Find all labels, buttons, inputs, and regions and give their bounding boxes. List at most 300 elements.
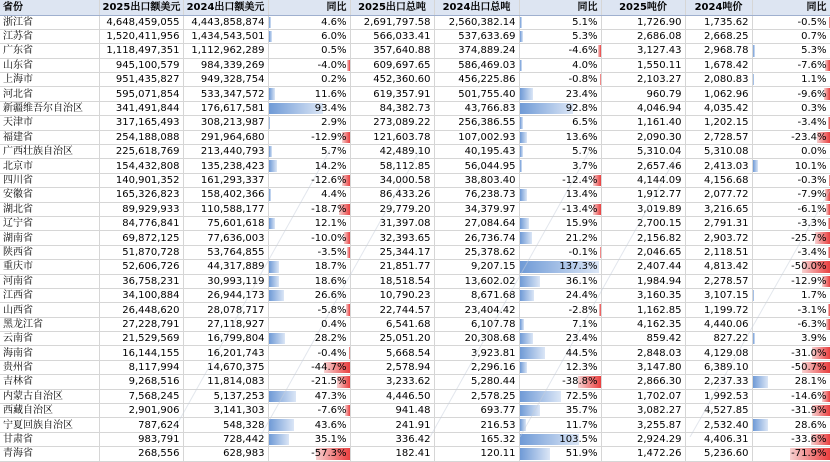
export-value-2024-cell: 161,293,337 bbox=[183, 173, 268, 187]
province-cell: 辽宁省 bbox=[0, 216, 99, 230]
value-yoy-cell bbox=[268, 202, 350, 216]
tons-yoy-cell bbox=[519, 303, 601, 317]
tons-yoy-cell bbox=[519, 231, 601, 245]
price-2024-cell: 1,735.62 bbox=[685, 15, 752, 29]
export-value-2024-cell: 158,402,366 bbox=[183, 188, 268, 202]
export-value-2025-cell: 254,188,088 bbox=[99, 130, 183, 144]
value-yoy-cell bbox=[268, 87, 350, 101]
province-cell: 陕西省 bbox=[0, 245, 99, 259]
price-2025-cell: 3,127.43 bbox=[601, 44, 685, 58]
export-value-2025-cell: 51,870,728 bbox=[99, 245, 183, 259]
yoy-text: 35.7% bbox=[566, 405, 601, 416]
value-yoy-cell bbox=[268, 389, 350, 403]
positive-bar bbox=[520, 160, 522, 171]
export-value-2024-cell: 308,213,987 bbox=[183, 116, 268, 130]
tons-yoy-cell bbox=[519, 332, 601, 346]
export-value-2024-cell: 533,347,572 bbox=[183, 87, 268, 101]
positive-bar bbox=[269, 189, 272, 200]
export-value-2025-cell: 89,929,933 bbox=[99, 202, 183, 216]
yoy-text: 92.8% bbox=[566, 103, 601, 114]
province-cell: 黑龙江省 bbox=[0, 317, 99, 331]
yoy-text: -10.0% bbox=[311, 233, 349, 244]
price-yoy-cell bbox=[752, 15, 830, 29]
yoy-text: 4.4% bbox=[321, 189, 349, 200]
price-yoy-cell bbox=[752, 216, 830, 230]
price-yoy-cell bbox=[752, 231, 830, 245]
yoy-text: -7.6% bbox=[317, 405, 349, 416]
province-cell: 山西省 bbox=[0, 303, 99, 317]
yoy-text: 4.6% bbox=[321, 17, 349, 28]
export-value-2024-cell: 44,317,889 bbox=[183, 260, 268, 274]
export-value-2024-cell: 28,078,717 bbox=[183, 303, 268, 317]
province-cell: 内蒙古自治区 bbox=[0, 389, 99, 403]
yoy-text: 47.3% bbox=[315, 391, 350, 402]
price-2024-cell: 4,129.08 bbox=[685, 346, 752, 360]
table-row bbox=[0, 375, 830, 389]
yoy-text: -3.4% bbox=[797, 247, 829, 258]
price-2025-cell: 3,147.80 bbox=[601, 360, 685, 374]
export-value-2025-cell: 16,144,155 bbox=[99, 346, 183, 360]
export-tons-2025-cell: 3,233.62 bbox=[350, 375, 434, 389]
export-tons-2024-cell: 25,378.62 bbox=[434, 245, 519, 259]
price-2025-cell: 1,702.07 bbox=[601, 389, 685, 403]
yoy-text: 28.2% bbox=[315, 333, 350, 344]
province-cell: 吉林省 bbox=[0, 375, 99, 389]
export-tons-2024-cell: 6,107.78 bbox=[434, 317, 519, 331]
yoy-text: 21.2% bbox=[566, 233, 601, 244]
yoy-text: 7.1% bbox=[572, 319, 600, 330]
positive-bar bbox=[269, 160, 277, 171]
export-tons-2024-cell: 456,225.86 bbox=[434, 73, 519, 87]
export-value-2024-cell: 628,983 bbox=[183, 447, 268, 461]
price-2025-cell: 1,550.11 bbox=[601, 58, 685, 72]
province-cell: 河南省 bbox=[0, 274, 99, 288]
header-price-2024: 2024吨价 bbox=[685, 0, 752, 15]
export-tons-2024-cell: 40,195.43 bbox=[434, 145, 519, 159]
export-tons-2024-cell: 165.32 bbox=[434, 432, 519, 446]
table-row bbox=[0, 432, 830, 446]
yoy-text: 44.5% bbox=[566, 348, 601, 359]
export-tons-2025-cell: 619,357.91 bbox=[350, 87, 434, 101]
header-province: 省份 bbox=[0, 0, 99, 15]
export-value-2025-cell: 140,901,352 bbox=[99, 173, 183, 187]
price-2025-cell: 2,407.44 bbox=[601, 260, 685, 274]
export-value-2024-cell: 110,588,177 bbox=[183, 202, 268, 216]
yoy-text: -0.1% bbox=[568, 247, 600, 258]
price-2024-cell: 827.22 bbox=[685, 332, 752, 346]
province-cell: 北京市 bbox=[0, 159, 99, 173]
table-row bbox=[0, 245, 830, 259]
export-tons-2025-cell: 2,691,797.58 bbox=[350, 15, 434, 29]
yoy-text: 3.9% bbox=[801, 333, 829, 344]
yoy-text: 36.1% bbox=[566, 276, 601, 287]
value-yoy-cell bbox=[268, 216, 350, 230]
yoy-text: 18.7% bbox=[315, 261, 350, 272]
table-row bbox=[0, 202, 830, 216]
positive-bar bbox=[269, 391, 296, 402]
tons-yoy-cell bbox=[519, 15, 601, 29]
export-value-2025-cell: 84,776,841 bbox=[99, 216, 183, 230]
yoy-text: 13.6% bbox=[566, 132, 601, 143]
export-tons-2025-cell: 357,640.88 bbox=[350, 44, 434, 58]
price-yoy-cell bbox=[752, 447, 830, 461]
price-2025-cell: 3,019.89 bbox=[601, 202, 685, 216]
price-2024-cell: 4,156.68 bbox=[685, 173, 752, 187]
price-2025-cell: 1,912.77 bbox=[601, 188, 685, 202]
price-2024-cell: 4,813.42 bbox=[685, 260, 752, 274]
value-yoy-cell bbox=[268, 260, 350, 274]
tons-yoy-cell bbox=[519, 447, 601, 461]
export-tons-2024-cell: 34,379.97 bbox=[434, 202, 519, 216]
positive-bar bbox=[269, 290, 284, 301]
positive-bar bbox=[269, 117, 271, 128]
tons-yoy-cell bbox=[519, 389, 601, 403]
tons-yoy-cell bbox=[519, 375, 601, 389]
export-tons-2025-cell: 4,446.50 bbox=[350, 389, 434, 403]
yoy-text: 23.4% bbox=[566, 333, 601, 344]
positive-bar bbox=[269, 261, 280, 272]
yoy-text: 11.6% bbox=[315, 89, 350, 100]
price-2024-cell: 5,310.08 bbox=[685, 145, 752, 159]
header-price-yoy: 同比 bbox=[752, 0, 830, 15]
positive-bar bbox=[520, 17, 523, 28]
yoy-text: 0.2% bbox=[321, 74, 349, 85]
yoy-text: 4.0% bbox=[572, 60, 600, 71]
value-yoy-cell bbox=[268, 130, 350, 144]
yoy-text: 12.3% bbox=[566, 362, 601, 373]
yoy-text: 0.0% bbox=[801, 146, 829, 157]
export-tons-2024-cell: 13,602.02 bbox=[434, 274, 519, 288]
tons-yoy-cell bbox=[519, 87, 601, 101]
price-2025-cell: 4,144.09 bbox=[601, 173, 685, 187]
positive-bar bbox=[269, 17, 272, 28]
export-tons-2025-cell: 32,393.65 bbox=[350, 231, 434, 245]
price-2025-cell: 960.79 bbox=[601, 87, 685, 101]
price-yoy-cell bbox=[752, 332, 830, 346]
tons-yoy-cell bbox=[519, 418, 601, 432]
price-2024-cell: 4,406.31 bbox=[685, 432, 752, 446]
province-cell: 湖北省 bbox=[0, 202, 99, 216]
province-cell: 云南省 bbox=[0, 332, 99, 346]
price-2025-cell: 4,046.94 bbox=[601, 101, 685, 115]
yoy-text: -31.9% bbox=[791, 405, 829, 416]
table-row bbox=[0, 58, 830, 72]
price-2025-cell: 1,472.26 bbox=[601, 447, 685, 461]
header-export-tons-2025: 2025出口总吨 bbox=[350, 0, 434, 15]
export-tons-2025-cell: 182.41 bbox=[350, 447, 434, 461]
province-cell: 四川省 bbox=[0, 173, 99, 187]
yoy-text: 24.4% bbox=[566, 290, 601, 301]
price-2024-cell: 2,237.33 bbox=[685, 375, 752, 389]
export-tons-2024-cell: 23,404.42 bbox=[434, 303, 519, 317]
value-yoy-cell bbox=[268, 332, 350, 346]
price-yoy-cell bbox=[752, 116, 830, 130]
tons-yoy-cell bbox=[519, 58, 601, 72]
yoy-text: 137.3% bbox=[559, 261, 600, 272]
yoy-text: -18.7% bbox=[311, 204, 349, 215]
yoy-text: -7.6% bbox=[797, 60, 829, 71]
price-2024-cell: 2,118.51 bbox=[685, 245, 752, 259]
export-value-2025-cell: 1,520,411,956 bbox=[99, 29, 183, 43]
yoy-text: -5.8% bbox=[317, 305, 349, 316]
yoy-text: 18.6% bbox=[315, 276, 350, 287]
tons-yoy-cell bbox=[519, 73, 601, 87]
table-row bbox=[0, 145, 830, 159]
export-value-2025-cell: 2,901,906 bbox=[99, 404, 183, 418]
export-value-2025-cell: 36,758,231 bbox=[99, 274, 183, 288]
export-value-2024-cell: 53,764,855 bbox=[183, 245, 268, 259]
price-2024-cell: 1,199.72 bbox=[685, 303, 752, 317]
province-cell: 湖南省 bbox=[0, 231, 99, 245]
price-2025-cell: 1,161.40 bbox=[601, 116, 685, 130]
price-yoy-cell bbox=[752, 303, 830, 317]
value-yoy-cell bbox=[268, 418, 350, 432]
tons-yoy-cell bbox=[519, 216, 601, 230]
province-cell: 新疆维吾尔自治区 bbox=[0, 101, 99, 115]
price-yoy-cell bbox=[752, 188, 830, 202]
yoy-text: -14.6% bbox=[791, 391, 829, 402]
price-yoy-cell bbox=[752, 260, 830, 274]
table-row bbox=[0, 216, 830, 230]
export-value-2024-cell: 16,799,804 bbox=[183, 332, 268, 346]
export-tons-2024-cell: 120.11 bbox=[434, 447, 519, 461]
yoy-text: 0.7% bbox=[801, 31, 829, 42]
yoy-text: -2.8% bbox=[568, 305, 600, 316]
positive-bar bbox=[753, 160, 759, 171]
yoy-text: -12.4% bbox=[562, 175, 600, 186]
export-tons-2025-cell: 22,744.57 bbox=[350, 303, 434, 317]
yoy-text: 43.6% bbox=[315, 420, 350, 431]
yoy-text: 28.1% bbox=[795, 376, 830, 387]
export-tons-2025-cell: 6,541.68 bbox=[350, 317, 434, 331]
tons-yoy-cell bbox=[519, 404, 601, 418]
price-yoy-cell bbox=[752, 360, 830, 374]
price-yoy-cell bbox=[752, 245, 830, 259]
positive-bar bbox=[520, 31, 523, 42]
yoy-text: -9.6% bbox=[797, 89, 829, 100]
price-yoy-cell bbox=[752, 73, 830, 87]
price-yoy-cell bbox=[752, 159, 830, 173]
yoy-text: -33.6% bbox=[791, 434, 829, 445]
export-value-2025-cell: 21,529,569 bbox=[99, 332, 183, 346]
price-yoy-cell bbox=[752, 432, 830, 446]
export-tons-2024-cell: 586,469.03 bbox=[434, 58, 519, 72]
province-cell: 青海省 bbox=[0, 447, 99, 461]
yoy-text: 1.7% bbox=[801, 290, 829, 301]
export-tons-2024-cell: 43,766.83 bbox=[434, 101, 519, 115]
tons-yoy-cell bbox=[519, 188, 601, 202]
yoy-text: -7.9% bbox=[797, 189, 829, 200]
price-2024-cell: 2,077.72 bbox=[685, 188, 752, 202]
export-tons-2024-cell: 27,084.64 bbox=[434, 216, 519, 230]
export-value-2025-cell: 9,268,516 bbox=[99, 375, 183, 389]
export-value-2025-cell: 595,071,854 bbox=[99, 87, 183, 101]
value-yoy-cell bbox=[268, 188, 350, 202]
yoy-text: 5.7% bbox=[572, 146, 600, 157]
price-2025-cell: 2,686.08 bbox=[601, 29, 685, 43]
province-cell: 贵州省 bbox=[0, 360, 99, 374]
export-value-2025-cell: 341,491,844 bbox=[99, 101, 183, 115]
export-value-2024-cell: 213,440,793 bbox=[183, 145, 268, 159]
price-2025-cell: 3,255.87 bbox=[601, 418, 685, 432]
export-value-2024-cell: 4,443,858,874 bbox=[183, 15, 268, 29]
price-yoy-cell bbox=[752, 346, 830, 360]
price-yoy-cell bbox=[752, 101, 830, 115]
price-yoy-cell bbox=[752, 145, 830, 159]
export-tons-2024-cell: 38,803.40 bbox=[434, 173, 519, 187]
yoy-text: 14.2% bbox=[315, 161, 350, 172]
value-yoy-cell bbox=[268, 404, 350, 418]
export-tons-2024-cell: 56,044.95 bbox=[434, 159, 519, 173]
table-row bbox=[0, 173, 830, 187]
table-row bbox=[0, 29, 830, 43]
export-value-2024-cell: 291,964,680 bbox=[183, 130, 268, 144]
yoy-text: 0.4% bbox=[321, 319, 349, 330]
export-tons-2025-cell: 58,112.85 bbox=[350, 159, 434, 173]
export-tons-2024-cell: 2,578.25 bbox=[434, 389, 519, 403]
yoy-text: -44.7% bbox=[311, 362, 349, 373]
price-yoy-cell bbox=[752, 418, 830, 432]
positive-bar bbox=[269, 419, 294, 430]
yoy-text: 35.1% bbox=[315, 434, 350, 445]
price-2025-cell: 3,160.35 bbox=[601, 288, 685, 302]
table-row bbox=[0, 360, 830, 374]
price-2025-cell: 2,924.29 bbox=[601, 432, 685, 446]
province-cell: 海南省 bbox=[0, 346, 99, 360]
export-tons-2024-cell: 5,280.44 bbox=[434, 375, 519, 389]
export-tons-2025-cell: 5,668.54 bbox=[350, 346, 434, 360]
yoy-text: -12.9% bbox=[311, 132, 349, 143]
yoy-text: 12.1% bbox=[315, 218, 350, 229]
yoy-text: -0.4% bbox=[317, 348, 349, 359]
price-yoy-cell bbox=[752, 87, 830, 101]
value-yoy-cell bbox=[268, 346, 350, 360]
value-yoy-cell bbox=[268, 101, 350, 115]
export-value-2024-cell: 5,137,253 bbox=[183, 389, 268, 403]
header-export-value-2025: 2025出口额美元 bbox=[99, 0, 183, 15]
price-yoy-cell bbox=[752, 317, 830, 331]
export-value-2025-cell: 225,618,769 bbox=[99, 145, 183, 159]
export-tons-2024-cell: 216.53 bbox=[434, 418, 519, 432]
price-yoy-cell bbox=[752, 404, 830, 418]
price-yoy-cell bbox=[752, 58, 830, 72]
export-tons-2025-cell: 241.91 bbox=[350, 418, 434, 432]
yoy-text: -23.4% bbox=[791, 132, 829, 143]
tons-yoy-cell bbox=[519, 260, 601, 274]
table-row bbox=[0, 44, 830, 58]
table-row bbox=[0, 418, 830, 432]
value-yoy-cell bbox=[268, 145, 350, 159]
province-cell: 上海市 bbox=[0, 73, 99, 87]
value-yoy-cell bbox=[268, 44, 350, 58]
yoy-text: -0.5% bbox=[797, 17, 829, 28]
export-value-2024-cell: 75,601,618 bbox=[183, 216, 268, 230]
export-tons-2025-cell: 31,397.08 bbox=[350, 216, 434, 230]
yoy-text: -31.0% bbox=[791, 348, 829, 359]
export-value-2024-cell: 16,201,743 bbox=[183, 346, 268, 360]
positive-bar bbox=[520, 290, 534, 301]
positive-bar bbox=[520, 405, 541, 416]
positive-bar bbox=[753, 74, 754, 85]
price-2024-cell: 3,216.65 bbox=[685, 202, 752, 216]
tons-yoy-cell bbox=[519, 145, 601, 159]
price-2024-cell: 2,532.40 bbox=[685, 418, 752, 432]
export-tons-2024-cell: 2,560,382.14 bbox=[434, 15, 519, 29]
table-row bbox=[0, 260, 830, 274]
export-value-2024-cell: 949,328,754 bbox=[183, 73, 268, 87]
value-yoy-cell bbox=[268, 317, 350, 331]
price-yoy-cell bbox=[752, 29, 830, 43]
positive-bar bbox=[520, 146, 523, 157]
yoy-text: 6.0% bbox=[321, 31, 349, 42]
province-cell: 江苏省 bbox=[0, 29, 99, 43]
price-yoy-cell bbox=[752, 288, 830, 302]
price-yoy-cell bbox=[752, 44, 830, 58]
positive-bar bbox=[520, 232, 532, 243]
export-value-2025-cell: 317,165,493 bbox=[99, 116, 183, 130]
export-tons-2024-cell: 107,002.93 bbox=[434, 130, 519, 144]
export-value-2024-cell: 548,328 bbox=[183, 418, 268, 432]
export-tons-2025-cell: 452,360.60 bbox=[350, 73, 434, 87]
yoy-text: 5.3% bbox=[801, 45, 829, 56]
export-tons-2025-cell: 84,382.73 bbox=[350, 101, 434, 115]
positive-bar bbox=[520, 189, 528, 200]
yoy-text: 23.4% bbox=[566, 89, 601, 100]
price-yoy-cell bbox=[752, 173, 830, 187]
yoy-text: 2.9% bbox=[321, 117, 349, 128]
value-yoy-cell bbox=[268, 173, 350, 187]
value-yoy-cell bbox=[268, 58, 350, 72]
export-tons-2024-cell: 3,923.81 bbox=[434, 346, 519, 360]
export-value-2025-cell: 983,791 bbox=[99, 432, 183, 446]
yoy-text: -3.5% bbox=[317, 247, 349, 258]
price-yoy-cell bbox=[752, 202, 830, 216]
price-yoy-cell bbox=[752, 389, 830, 403]
export-tons-2025-cell: 29,779.20 bbox=[350, 202, 434, 216]
price-yoy-cell bbox=[752, 274, 830, 288]
province-cell: 宁夏回族自治区 bbox=[0, 418, 99, 432]
export-tons-2025-cell: 18,518.54 bbox=[350, 274, 434, 288]
positive-bar bbox=[520, 333, 534, 344]
export-value-2025-cell: 69,872,125 bbox=[99, 231, 183, 245]
price-2025-cell: 2,866.30 bbox=[601, 375, 685, 389]
export-value-2024-cell: 176,617,581 bbox=[183, 101, 268, 115]
positive-bar bbox=[520, 362, 527, 373]
export-value-2025-cell: 268,556 bbox=[99, 447, 183, 461]
price-2024-cell: 3,107.15 bbox=[685, 288, 752, 302]
yoy-text: -4.6% bbox=[568, 45, 600, 56]
province-cell: 山东省 bbox=[0, 58, 99, 72]
export-value-2025-cell: 787,624 bbox=[99, 418, 183, 432]
table-row bbox=[0, 288, 830, 302]
yoy-text: -6.3% bbox=[797, 319, 829, 330]
table-row bbox=[0, 188, 830, 202]
value-yoy-cell bbox=[268, 432, 350, 446]
price-2025-cell: 2,103.27 bbox=[601, 73, 685, 87]
price-2024-cell: 1,992.53 bbox=[685, 389, 752, 403]
value-yoy-cell bbox=[268, 73, 350, 87]
tons-yoy-cell bbox=[519, 274, 601, 288]
table-row bbox=[0, 389, 830, 403]
export-value-2025-cell: 4,648,459,055 bbox=[99, 15, 183, 29]
export-tons-2024-cell: 256,386.55 bbox=[434, 116, 519, 130]
table-body bbox=[0, 15, 830, 461]
province-cell: 甘肃省 bbox=[0, 432, 99, 446]
positive-bar bbox=[753, 333, 755, 344]
positive-bar bbox=[269, 276, 280, 287]
header-price-2025: 2025吨价 bbox=[601, 0, 685, 15]
price-2024-cell: 2,668.25 bbox=[685, 29, 752, 43]
